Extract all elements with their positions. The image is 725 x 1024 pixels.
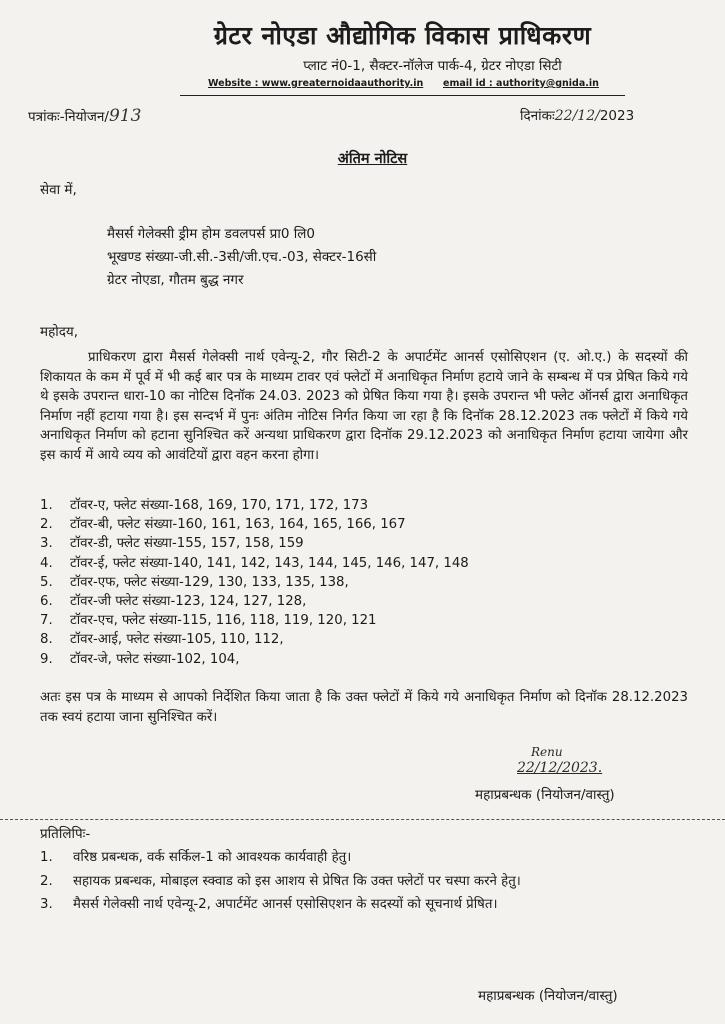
list-item bbox=[40, 592, 680, 611]
tower-list bbox=[40, 496, 680, 669]
date-handwritten: 22/12/ bbox=[554, 108, 600, 124]
list-item-number: 6. bbox=[40, 593, 53, 609]
list-item-text: टॉवर-बी, फ्लेट संख्या-160, 161, 163, 164, 165, 166, 167 bbox=[70, 517, 406, 533]
signatory-designation: महाप्रबन्धक (नियोजन/वास्तु) bbox=[475, 787, 615, 803]
website-link[interactable]: Website : www.greaternoidaauthority.in bbox=[208, 78, 424, 89]
closing-paragraph: अतः इस पत्र के माध्यम से आपको निर्देशित किया जाता है कि उक्त फ्लेटों में किये गये अनाधिकृत निर्माण को दिनॉक 28.12.2023 तक स्वयं हटाया जाना सुनिश्चित करें। bbox=[40, 690, 688, 725]
section-divider bbox=[0, 819, 725, 820]
recipient-line-1: मैसर्स गेलेक्सी ड्रीम होम डवलपर्स प्रा0 लि0 bbox=[107, 226, 315, 242]
list-item-text: टॉवर-आई, फ्लेट संख्या-105, 110, 112, bbox=[70, 632, 284, 648]
list-item-number: 3. bbox=[40, 897, 53, 912]
list-item-text: टॉवर-एच, फ्लेट संख्या-115, 116, 118, 119, 120, 121 bbox=[70, 613, 377, 629]
list-item-text: मैसर्स गेलेक्सी नार्थ एवेन्यू-2, अपार्टमेंट आनर्स एसोसिएशन के सदस्यों को सूचनार्थ प्रेषित। bbox=[73, 897, 498, 912]
list-item-text: वरिष्ठ प्रबन्धक, वर्क सर्किल-1 को आवश्यक कार्यवाही हेतु। bbox=[73, 850, 352, 865]
list-item-number: 8. bbox=[40, 632, 53, 648]
org-address: प्लाट नं0-1, सैक्टर-नॉलेज पार्क-4, ग्रेटर नोएडा सिटी bbox=[303, 58, 562, 74]
list-item bbox=[40, 534, 680, 553]
list-item-text: टॉवर-ए, फ्लेट संख्या-168, 169, 170, 171, 172, 173 bbox=[70, 498, 369, 513]
list-item-number: 9. bbox=[40, 651, 53, 667]
header-divider bbox=[180, 95, 625, 96]
list-item bbox=[40, 573, 680, 592]
list-item bbox=[40, 895, 688, 915]
list-item-number: 2. bbox=[40, 517, 53, 533]
list-item bbox=[40, 554, 680, 573]
reference-handwritten-number: 913 bbox=[108, 106, 142, 126]
org-name: ग्रेटर नोएडा औद्योगिक विकास प्राधिकरण bbox=[213, 21, 592, 50]
list-item bbox=[40, 496, 680, 515]
reference-label: पत्रांकः-नियोजन/ bbox=[28, 109, 109, 125]
list-item-number: 7. bbox=[40, 613, 53, 629]
reference-number bbox=[28, 106, 141, 126]
list-item-text: टॉवर-जी फ्लेट संख्या-123, 124, 127, 128, bbox=[70, 593, 307, 609]
body-paragraph: प्राधिकरण द्वारा मैसर्स गेलेक्सी नार्थ एवेन्यू-2, गौर सिटी-2 के अपार्टमेंट आनर्स एसोसिएशन (ए. ओ.ए.) के सदस्यों की शिकायत के कम में पूर्व में भी कई बार पत्र के माध्यम टावर एवं फ्लेटों में अनाधिकृत निर्माण हटाये जाने के सम्बन्ध में पत्र प्रेषित किये गये थे इसके उपरान्त धारा-10 का नोटिस दिनॉक 24.03. 2023 को प्रेषित किया गया है। इसके उपरान्त भी फ्लेट ऑनर्स द्वारा अनाधिकृत निर्माण नहीं हटाया गया है। इस सन्दर्भ में पुनः अंतिम नोटिस निर्गत किया जा रहा है कि दिनॉक 28.12.2023 तक फ्लेटों में किये गये अनाधिकृत निर्माण को हटाना सुनिश्चित करें अन्यथा प्राधिकरण द्वारा दिनॉक 29.12.2023 को अनाधिकृत निर्माण हटाया जायेगा और इस कार्य में आये व्यय को आवंटियों द्वारा वहन करना होगा। bbox=[40, 350, 688, 463]
list-item bbox=[40, 611, 680, 630]
list-item-number: 3. bbox=[40, 536, 53, 552]
salutation-to: सेवा में, bbox=[40, 182, 77, 198]
list-item bbox=[40, 848, 688, 868]
list-item bbox=[40, 650, 680, 669]
email-link[interactable]: email id : authority@gnida.in bbox=[443, 78, 599, 89]
list-item-number: 5. bbox=[40, 574, 53, 590]
salutation: महोदय, bbox=[40, 324, 79, 340]
date-year: 2023 bbox=[599, 108, 635, 124]
signatory-designation-bottom: महाप्रबन्धक (नियोजन/वास्तु) bbox=[478, 988, 618, 1004]
list-item-number: 1. bbox=[40, 498, 53, 513]
list-item bbox=[40, 872, 688, 892]
notice-title: अंतिम नोटिस bbox=[337, 151, 408, 167]
list-item-text: टॉवर-डी, फ्लेट संख्या-155, 157, 158, 159 bbox=[70, 536, 304, 552]
list-item-number: 2. bbox=[40, 873, 53, 889]
signature-scribble: Renu bbox=[531, 745, 563, 759]
date-label: दिनांकः bbox=[520, 108, 555, 124]
list-item-text: टॉवर-एफ, फ्लेट संख्या-129, 130, 133, 135, 138, bbox=[70, 574, 349, 590]
copy-to-list bbox=[40, 848, 688, 919]
letter-date bbox=[520, 106, 634, 124]
signature bbox=[517, 744, 602, 776]
list-item-text: सहायक प्रबन्धक, मोबाइल स्क्वाड को इस आशय से प्रेषित कि उक्त फ्लेटों पर चस्पा करने हेतु। bbox=[73, 873, 521, 889]
list-item-text: टॉवर-जे, फ्लेट संख्या-102, 104, bbox=[70, 651, 240, 667]
signature-date: 22/12/2023. bbox=[517, 760, 603, 776]
list-item bbox=[40, 515, 680, 534]
list-item-number: 4. bbox=[40, 555, 53, 571]
copy-to-label: प्रतिलिपिः- bbox=[40, 826, 91, 842]
list-item-text: टॉवर-ई, फ्लेट संख्या-140, 141, 142, 143, 144, 145, 146, 147, 148 bbox=[70, 555, 469, 571]
list-item-number: 1. bbox=[40, 850, 53, 865]
recipient-line-3: ग्रेटर नोएडा, गौतम बुद्ध नगर bbox=[107, 272, 244, 288]
list-item bbox=[40, 630, 680, 649]
recipient-line-2: भूखण्ड संख्या-जी.सी.-3सी/जी.एच.-03, सेक्टर-16सी bbox=[107, 249, 377, 265]
